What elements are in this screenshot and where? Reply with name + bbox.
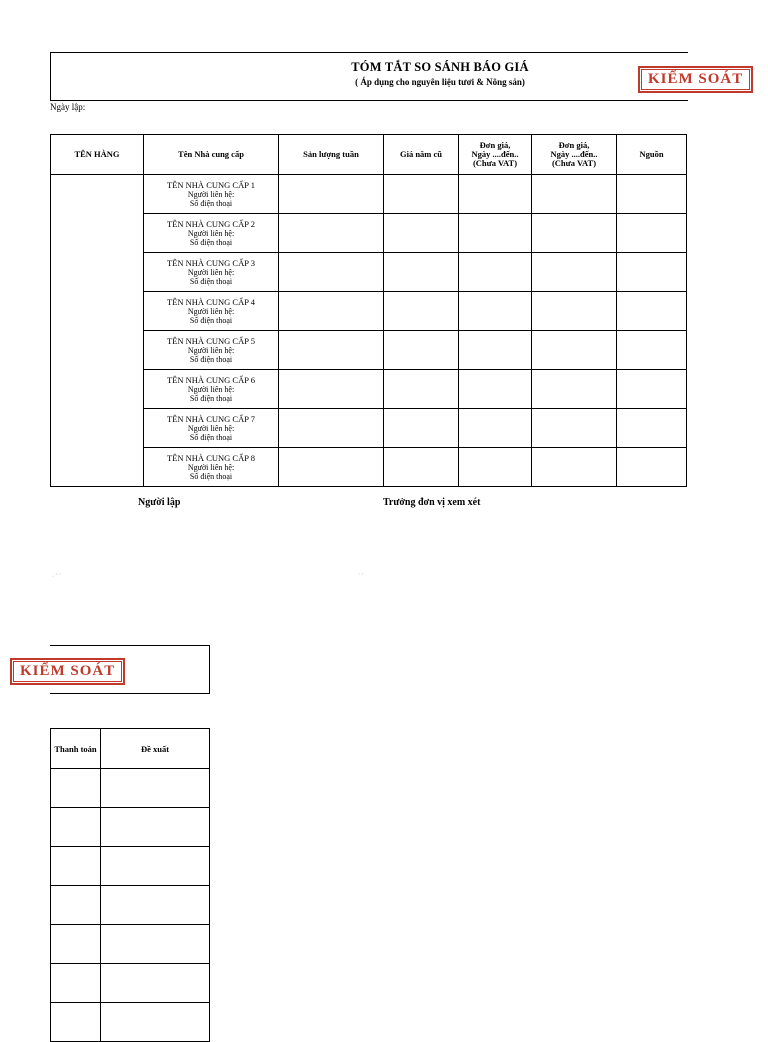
unit-price-1-cell[interactable] — [459, 253, 532, 292]
side-table-row — [51, 925, 210, 964]
table-header-row — [51, 135, 687, 175]
col-header-source: Nguồn — [617, 135, 687, 175]
supplier-name: TÊN NHÀ CUNG CẤP 2 — [167, 218, 255, 229]
unit-price-2-cell[interactable] — [532, 292, 617, 331]
last-year-price-cell[interactable] — [384, 214, 459, 253]
supplier-name: TÊN NHÀ CUNG CẤP 5 — [167, 335, 255, 346]
unit-price-1-cell[interactable] — [459, 409, 532, 448]
weekly-volume-cell[interactable] — [279, 370, 384, 409]
proposal-cell[interactable] — [101, 964, 210, 1003]
col-header-product-name: TÊN HÀNG — [51, 135, 144, 175]
stamp-label: KIỂM SOÁT — [638, 66, 753, 93]
supplier-phone: Số điện thoại — [189, 198, 233, 208]
supplier-cell[interactable] — [144, 448, 279, 487]
supplier-contact: Người liên hệ: — [187, 462, 235, 472]
unit-price-2-cell[interactable] — [532, 409, 617, 448]
unit-price-1-cell[interactable] — [459, 214, 532, 253]
supplier-cell[interactable] — [144, 409, 279, 448]
payment-cell[interactable] — [51, 964, 101, 1003]
supplier-contact: Người liên hệ: — [187, 189, 235, 199]
stamp-label-bottom: KIỂM SOÁT — [10, 658, 125, 685]
payment-cell[interactable] — [51, 886, 101, 925]
weekly-volume-cell[interactable] — [279, 253, 384, 292]
control-stamp-top — [638, 66, 744, 96]
source-cell[interactable] — [617, 448, 687, 487]
supplier-contact: Người liên hệ: — [187, 228, 235, 238]
table-row — [51, 370, 687, 409]
source-cell[interactable] — [617, 292, 687, 331]
weekly-volume-cell[interactable] — [279, 331, 384, 370]
reviewer-signature-label: Trưởng đơn vị xem xét — [383, 497, 481, 508]
table-row — [51, 448, 687, 487]
weekly-volume-cell[interactable] — [279, 409, 384, 448]
supplier-phone: Số điện thoại — [189, 276, 233, 286]
faint-mark-left: · ˜ ˊ — [52, 574, 61, 580]
source-cell[interactable] — [617, 175, 687, 214]
supplier-contact: Người liên hệ: — [187, 423, 235, 433]
table-row — [51, 253, 687, 292]
col-header-weekly-volume: Sản lượng tuần — [279, 135, 384, 175]
unit-price-1-cell[interactable] — [459, 175, 532, 214]
unit-price-1-cell[interactable] — [459, 370, 532, 409]
unit-price-1-cell[interactable] — [459, 331, 532, 370]
payment-cell[interactable] — [51, 925, 101, 964]
col-header-last-year-price: Giá năm cũ — [384, 135, 459, 175]
col-header-proposal: Đề xuất — [101, 729, 210, 769]
payment-cell[interactable] — [51, 808, 101, 847]
table-row — [51, 292, 687, 331]
table-row — [51, 175, 687, 214]
supplier-phone: Số điện thoại — [189, 471, 233, 481]
weekly-volume-cell[interactable] — [279, 175, 384, 214]
supplier-contact: Người liên hệ: — [187, 267, 235, 277]
unit-price-1-cell[interactable] — [459, 448, 532, 487]
faint-mark-right: ˋ ˊ — [358, 574, 364, 580]
source-cell[interactable] — [617, 409, 687, 448]
unit-price-2-cell[interactable] — [532, 448, 617, 487]
col-header-unit-price-2-line-1: Đơn giá, — [558, 140, 590, 150]
side-table-row — [51, 964, 210, 1003]
col-header-unit-price-2-line-3: (Chưa VAT) — [551, 158, 597, 168]
last-year-price-cell[interactable] — [384, 448, 459, 487]
supplier-name: TÊN NHÀ CUNG CẤP 7 — [167, 413, 255, 424]
supplier-phone: Số điện thoại — [189, 354, 233, 364]
side-header-row — [51, 729, 210, 769]
payment-cell[interactable] — [51, 769, 101, 808]
side-table-row — [51, 769, 210, 808]
quote-comparison-table — [50, 134, 687, 487]
col-header-unit-price-1 — [459, 135, 532, 175]
proposal-cell[interactable] — [101, 925, 210, 964]
supplier-name: TÊN NHÀ CUNG CẤP 6 — [167, 374, 255, 385]
last-year-price-cell[interactable] — [384, 292, 459, 331]
col-header-unit-price-1-line-2: Ngày ....đến.. — [471, 149, 519, 159]
weekly-volume-cell[interactable] — [279, 214, 384, 253]
last-year-price-cell[interactable] — [384, 370, 459, 409]
supplier-contact: Người liên hệ: — [187, 345, 235, 355]
last-year-price-cell[interactable] — [384, 331, 459, 370]
unit-price-2-cell[interactable] — [532, 214, 617, 253]
proposal-cell[interactable] — [101, 847, 210, 886]
supplier-cell[interactable] — [144, 214, 279, 253]
source-cell[interactable] — [617, 370, 687, 409]
supplier-cell[interactable] — [144, 292, 279, 331]
supplier-cell[interactable] — [144, 331, 279, 370]
col-header-unit-price-1-line-1: Đơn giá, — [479, 140, 511, 150]
payment-proposal-table — [50, 728, 210, 1042]
col-header-payment: Thanh toán — [51, 729, 101, 769]
supplier-name: TÊN NHÀ CUNG CẤP 3 — [167, 257, 255, 268]
weekly-volume-cell[interactable] — [279, 448, 384, 487]
side-table-row — [51, 886, 210, 925]
weekly-volume-cell[interactable] — [279, 292, 384, 331]
source-cell[interactable] — [617, 331, 687, 370]
table-row — [51, 331, 687, 370]
supplier-phone: Số điện thoại — [189, 315, 233, 325]
proposal-cell[interactable] — [101, 1003, 210, 1042]
unit-price-2-cell[interactable] — [532, 253, 617, 292]
date-label: Ngày lập: — [50, 102, 86, 112]
preparer-signature-label: Người lập — [138, 497, 181, 508]
control-stamp-bottom — [20, 658, 122, 691]
supplier-phone: Số điện thoại — [189, 393, 233, 403]
supplier-cell[interactable] — [144, 370, 279, 409]
supplier-name: TÊN NHÀ CUNG CẤP 1 — [167, 179, 255, 190]
proposal-cell[interactable] — [101, 808, 210, 847]
side-table-row — [51, 808, 210, 847]
page-subtitle: ( Áp dụng cho nguyên liệu tươi & Nông sản) — [355, 77, 525, 87]
unit-price-2-cell[interactable] — [532, 370, 617, 409]
side-table-row — [51, 847, 210, 886]
table-row — [51, 214, 687, 253]
unit-price-2-cell[interactable] — [532, 175, 617, 214]
side-table-row — [51, 1003, 210, 1042]
supplier-cell[interactable] — [144, 175, 279, 214]
product-name-cell[interactable] — [51, 175, 144, 487]
last-year-price-cell[interactable] — [384, 175, 459, 214]
supplier-phone: Số điện thoại — [189, 237, 233, 247]
proposal-cell[interactable] — [101, 886, 210, 925]
page-title: TÓM TẮT SO SÁNH BÁO GIÁ — [351, 60, 529, 74]
col-header-unit-price-1-line-3: (Chưa VAT) — [472, 158, 518, 168]
supplier-contact: Người liên hệ: — [187, 384, 235, 394]
supplier-name: TÊN NHÀ CUNG CẤP 4 — [167, 296, 255, 307]
payment-cell[interactable] — [51, 1003, 101, 1042]
source-cell[interactable] — [617, 253, 687, 292]
supplier-cell[interactable] — [144, 253, 279, 292]
proposal-cell[interactable] — [101, 769, 210, 808]
table-row — [51, 409, 687, 448]
unit-price-2-cell[interactable] — [532, 331, 617, 370]
last-year-price-cell[interactable] — [384, 253, 459, 292]
last-year-price-cell[interactable] — [384, 409, 459, 448]
source-cell[interactable] — [617, 214, 687, 253]
col-header-unit-price-2-line-2: Ngày ....đến.. — [550, 149, 598, 159]
col-header-unit-price-2 — [532, 135, 617, 175]
payment-cell[interactable] — [51, 847, 101, 886]
unit-price-1-cell[interactable] — [459, 292, 532, 331]
supplier-contact: Người liên hệ: — [187, 306, 235, 316]
col-header-supplier-name: Tên Nhà cung cấp — [144, 135, 279, 175]
supplier-phone: Số điện thoại — [189, 432, 233, 442]
supplier-name: TÊN NHÀ CUNG CẤP 8 — [167, 452, 255, 463]
